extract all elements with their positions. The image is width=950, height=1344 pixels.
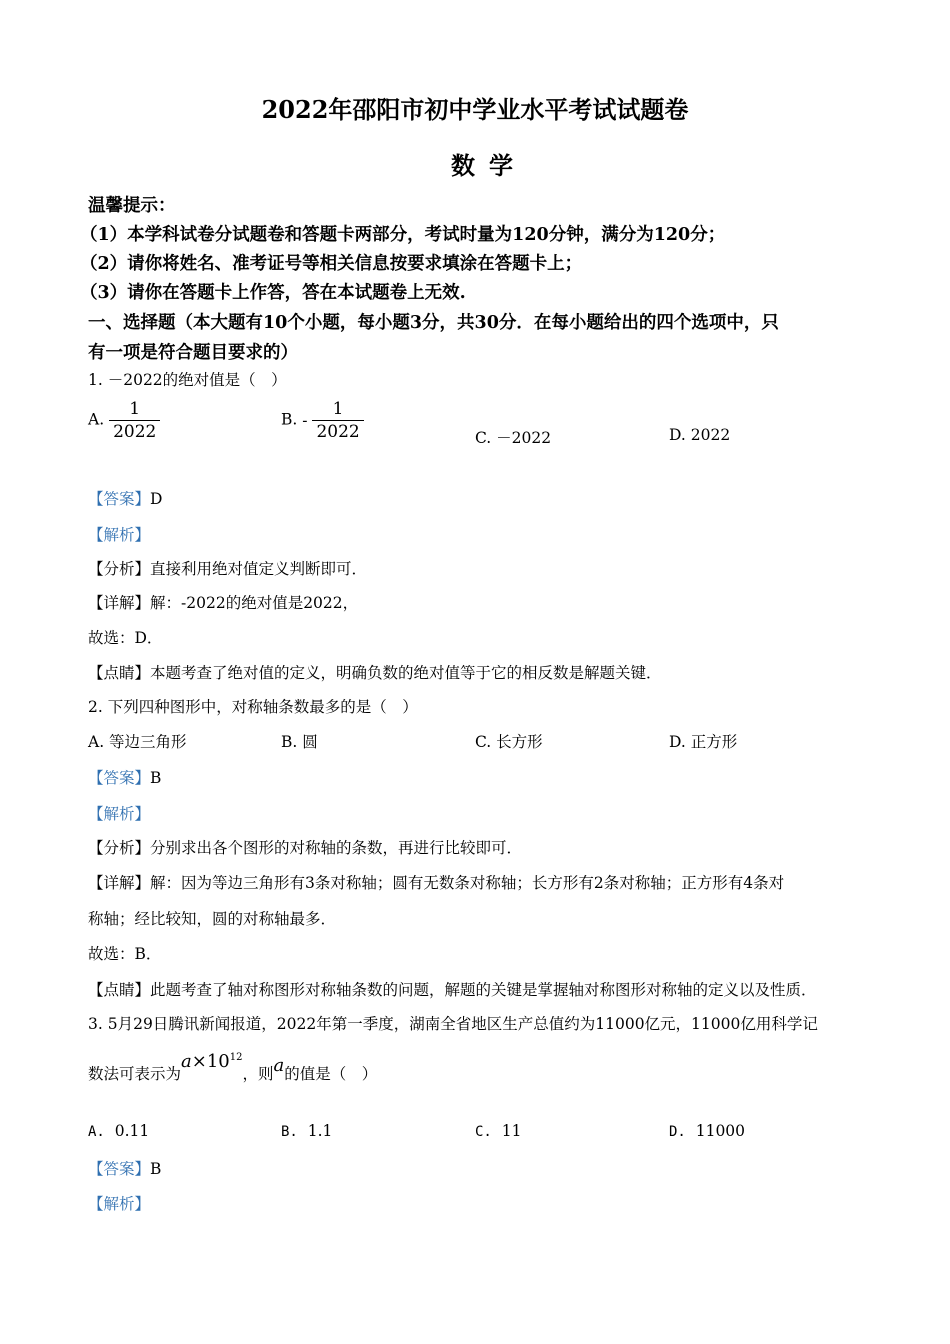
- q3-answer: [88, 1157, 161, 1179]
- fraction-numerator: 1: [332, 399, 344, 419]
- q2-detail-line2: 称轴；经比较知，圆的对称轴最多．: [88, 910, 337, 928]
- q2-option-b: B. 圆: [281, 733, 318, 751]
- q3-sci-notation: [181, 1051, 242, 1072]
- q2-option-d: D. 正方形: [669, 733, 738, 751]
- sci-exponent: 12: [229, 1052, 243, 1063]
- q1-detail: [88, 591, 358, 613]
- option-value: 11: [501, 1122, 522, 1140]
- q3-stem-post: 的值是（ ）: [284, 1065, 378, 1083]
- detail-text: 解：因为等边三角形有3条对称轴；圆有无数条对称轴；长方形有2条对称轴；正方形有4条对: [150, 874, 785, 892]
- fenxi-text: 分别求出各个图形的对称轴的条数，再进行比较即可．: [150, 839, 523, 857]
- page-title: 2022年邵阳市初中学业水平考试试题卷: [261, 95, 689, 124]
- q3-variable-a: a: [273, 1055, 285, 1076]
- q3-option-d: [669, 1122, 745, 1140]
- q1-option-b-label: B.: [281, 410, 298, 429]
- q2-analysis-label: 【解析】: [88, 805, 151, 823]
- fenxi-text: 直接利用绝对值定义判断即可．: [150, 560, 368, 578]
- q1-option-b: [281, 398, 364, 443]
- answer-label: 【答案】: [88, 769, 151, 787]
- sci-times: ×10: [191, 1051, 230, 1072]
- detail-label: 【详解】: [88, 594, 151, 612]
- detail-label: 【详解】: [88, 874, 151, 892]
- comment-label: 【点睛】: [88, 664, 151, 682]
- fraction-denominator: 2022: [312, 420, 363, 443]
- q2-fenxi: [88, 836, 522, 858]
- q1-option-c: C. －2022: [475, 429, 552, 447]
- q3-option-b: [281, 1122, 332, 1140]
- q2-option-c: C. 长方形: [475, 733, 543, 751]
- option-letter: B.: [281, 1124, 298, 1140]
- q1-fenxi: [88, 557, 367, 579]
- tip-item-2: （2）请你将姓名、准考证号等相关信息按要求填涂在答题卡上；: [80, 254, 583, 274]
- q1-comment: [88, 661, 662, 683]
- q1-stem: 1. －2022的绝对值是（ ）: [88, 371, 287, 389]
- q1-option-a: [88, 398, 160, 443]
- q1-option-b-sign: -: [302, 411, 308, 430]
- answer-label: 【答案】: [88, 1160, 151, 1178]
- option-value: 11000: [695, 1122, 746, 1140]
- q2-stem: 2. 下列四种图形中，对称轴条数最多的是（ ）: [88, 698, 418, 716]
- q3-stem-line1: 3. 5月29日腾讯新闻报道，2022年第一季度，湖南全省地区生产总值约为11000亿元，11000亿用科学记: [88, 1015, 818, 1033]
- section-heading-line2: 有一项是符合题目要求的）: [88, 343, 298, 363]
- answer-value: D: [150, 490, 163, 508]
- q3-option-a: [88, 1122, 149, 1140]
- q2-choose: 故选：B．: [88, 945, 162, 963]
- option-letter: D.: [669, 1124, 686, 1140]
- comment-text: 本题考查了绝对值的定义，明确负数的绝对值等于它的相反数是解题关键．: [150, 664, 662, 682]
- q3-stem-mid: ，则: [242, 1065, 274, 1083]
- subject-title: 数学: [451, 151, 527, 180]
- option-value: 1.1: [307, 1122, 333, 1140]
- comment-label: 【点睛】: [88, 981, 151, 999]
- q1-analysis-label: 【解析】: [88, 526, 151, 544]
- option-letter: A.: [88, 1124, 105, 1140]
- fenxi-label: 【分析】: [88, 560, 151, 578]
- q1-option-b-fraction: [312, 398, 363, 443]
- answer-value: B: [150, 1160, 162, 1178]
- q3-option-c: [475, 1122, 521, 1140]
- comment-text: 此题考查了轴对称图形对称轴条数的问题，解题的关键是掌握轴对称图形对称轴的定义以及性质．: [150, 981, 817, 999]
- option-letter: C.: [475, 1124, 492, 1140]
- q1-answer: [88, 487, 162, 509]
- q3-analysis-label: 【解析】: [88, 1195, 151, 1213]
- detail-text: 解：-2022的绝对值是2022，: [150, 594, 359, 612]
- q1-option-d: D. 2022: [669, 426, 731, 444]
- q2-option-a: A. 等边三角形: [88, 733, 187, 751]
- tip-item-3: （3）请你在答题卡上作答，答在本试题卷上无效.: [80, 283, 466, 303]
- q1-option-a-fraction: [109, 398, 160, 443]
- q2-answer: [88, 766, 161, 788]
- section-heading-line1: 一、选择题（本大题有10个小题，每小题3分，共30分．在每小题给出的四个选项中，只: [88, 313, 779, 333]
- q2-detail-line1: [88, 871, 784, 893]
- fraction-denominator: 2022: [109, 420, 160, 443]
- answer-label: 【答案】: [88, 490, 151, 508]
- q3-stem-pre: 数法可表示为: [88, 1065, 182, 1083]
- sci-a: a: [181, 1051, 192, 1072]
- fraction-numerator: 1: [129, 399, 141, 419]
- q1-option-a-label: A.: [88, 410, 105, 429]
- q3-stem-line2: [88, 1051, 378, 1084]
- answer-value: B: [150, 769, 162, 787]
- fenxi-label: 【分析】: [88, 839, 151, 857]
- q2-comment: [88, 978, 817, 1000]
- q1-choose: 故选：D．: [88, 629, 163, 647]
- option-value: 0.11: [114, 1122, 150, 1140]
- tips-heading: 温馨提示：: [88, 196, 176, 216]
- tip-item-1: （1）本学科试卷分试题卷和答题卡两部分，考试时量为120分钟，满分为120分；: [80, 225, 726, 245]
